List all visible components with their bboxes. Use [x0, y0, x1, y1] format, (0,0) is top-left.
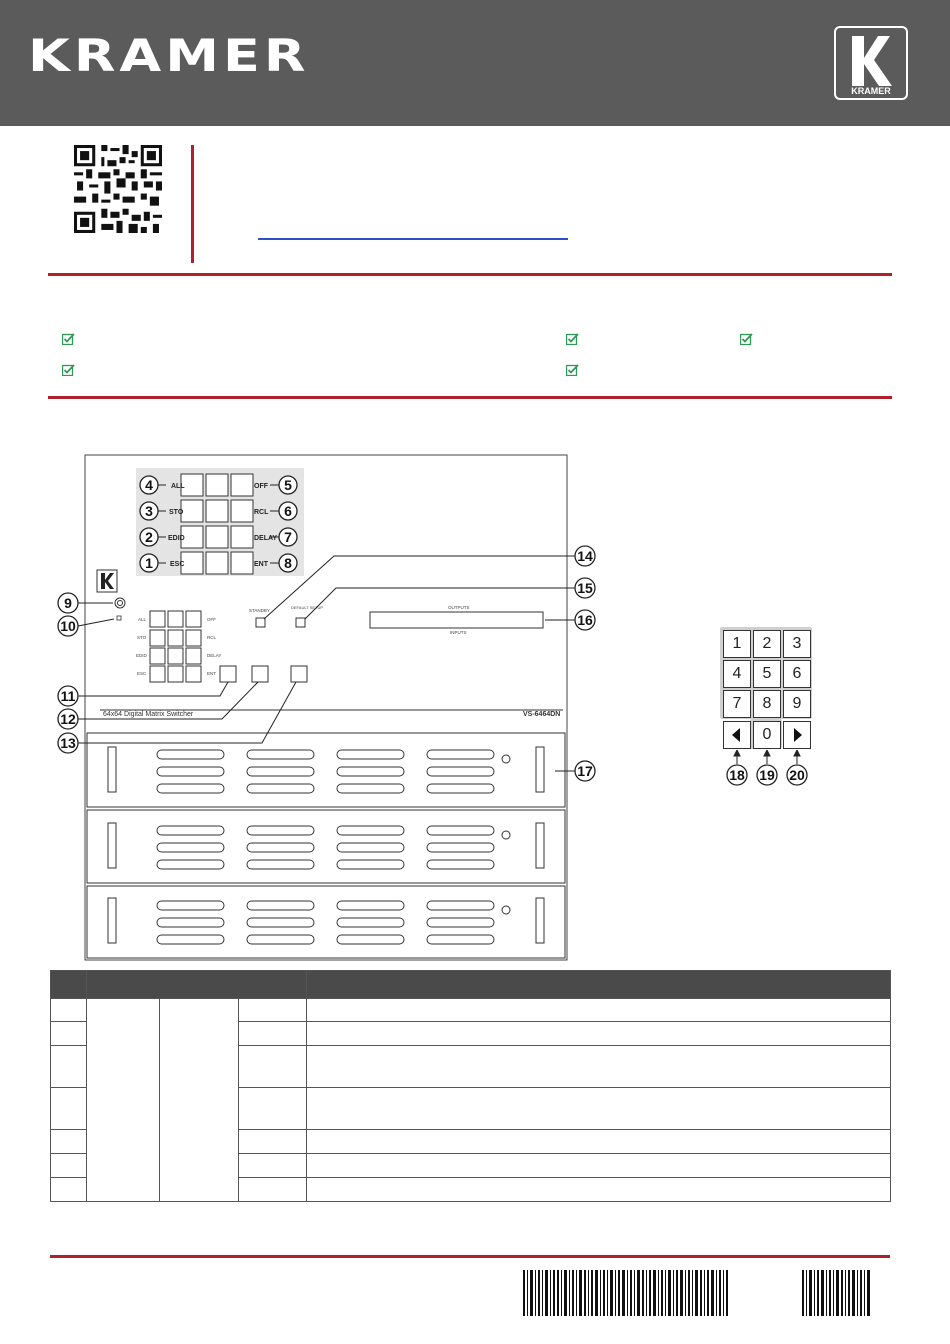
panel-label-sto: STO — [137, 635, 147, 640]
callout-16: 16 — [577, 612, 593, 628]
callout-13: 13 — [60, 735, 76, 751]
panel-label-ent: ENT — [207, 671, 216, 676]
panel-label-delay: DELAY — [207, 653, 222, 658]
checkbox-checked-icon — [62, 333, 75, 345]
key-4[interactable]: 4 — [723, 660, 751, 688]
callout-11: 11 — [60, 688, 76, 704]
keypad-callouts — [722, 750, 814, 788]
key-8[interactable]: 8 — [753, 690, 781, 718]
panel-label-all: ALL — [138, 617, 147, 622]
section-divider — [48, 396, 892, 399]
key-2[interactable]: 2 — [753, 630, 781, 658]
key-label-ent: ENT — [254, 561, 268, 568]
barcode-icon — [802, 1270, 872, 1316]
accent-bar — [191, 145, 194, 263]
callout-7: 7 — [284, 529, 292, 545]
callout-12: 12 — [60, 711, 76, 727]
inputs-label: INPUTS — [450, 630, 467, 635]
footer-divider — [50, 1255, 890, 1258]
panel-label-rcl: RCL — [207, 635, 217, 640]
table-header-cell — [51, 971, 87, 999]
callout-5: 5 — [284, 477, 292, 493]
logo-label: KRAMER — [851, 86, 891, 96]
qr-code-icon — [74, 145, 162, 233]
checkbox-checked-icon — [740, 333, 753, 345]
device-name: 64x64 Digital Matrix Switcher — [103, 711, 194, 718]
table-header-cell — [87, 971, 307, 999]
panel-label-esc: ESC — [137, 671, 147, 676]
table-header-row — [51, 971, 891, 999]
callout-19: 19 — [759, 767, 775, 783]
feature-table — [50, 970, 891, 1202]
checkbox-checked-icon — [566, 333, 579, 345]
key-5[interactable]: 5 — [753, 660, 781, 688]
key-label-edid: EDID — [168, 535, 185, 542]
download-link[interactable] — [258, 220, 568, 240]
panel-label-edid: EDID — [136, 653, 147, 658]
key-0[interactable]: 0 — [753, 721, 781, 749]
key-label-off: OFF — [254, 483, 268, 490]
key-3[interactable]: 3 — [783, 630, 811, 658]
outputs-label: OUTPUTS — [448, 605, 470, 610]
callout-14: 14 — [577, 548, 593, 564]
key-label-sto: STO — [169, 509, 184, 516]
key-label-esc: ESC — [170, 561, 185, 568]
callout-20: 20 — [789, 767, 805, 783]
key-label-all: ALL — [171, 483, 185, 490]
kramer-logo-icon — [834, 26, 908, 100]
key-7[interactable]: 7 — [723, 690, 751, 718]
callout-10: 10 — [60, 618, 76, 634]
key-6[interactable]: 6 — [783, 660, 811, 688]
brand-wordmark: KRAMER — [28, 30, 310, 82]
checkbox-checked-icon — [566, 364, 579, 376]
key-label-delay: DELAY — [254, 535, 278, 542]
left-arrow-icon — [724, 722, 750, 748]
callout-18: 18 — [729, 767, 745, 783]
callout-3: 3 — [145, 503, 153, 519]
standby-label: STANDBY — [249, 608, 270, 613]
callout-4: 4 — [145, 477, 153, 493]
callout-2: 2 — [145, 529, 153, 545]
default-setup-label: DEFAULT SETUP — [291, 605, 324, 610]
right-arrow-key[interactable] — [783, 721, 811, 749]
table-row — [51, 999, 891, 1022]
callout-6: 6 — [284, 503, 292, 519]
left-arrow-key[interactable] — [723, 721, 751, 749]
callout-15: 15 — [577, 580, 593, 596]
callout-8: 8 — [284, 555, 292, 571]
callout-1: 1 — [145, 555, 153, 571]
panel-label-off: OFF — [207, 617, 216, 622]
callout-17: 17 — [577, 763, 593, 779]
device-model: VS-6464DN — [523, 711, 561, 718]
section-divider — [48, 273, 892, 276]
callout-9: 9 — [64, 595, 72, 611]
key-label-rcl: RCL — [254, 509, 269, 516]
table-header-cell — [307, 971, 891, 999]
right-arrow-icon — [784, 722, 810, 748]
key-9[interactable]: 9 — [783, 690, 811, 718]
header-banner — [0, 0, 950, 126]
checkbox-checked-icon — [62, 364, 75, 376]
barcode-icon — [523, 1270, 728, 1316]
key-1[interactable]: 1 — [723, 630, 751, 658]
